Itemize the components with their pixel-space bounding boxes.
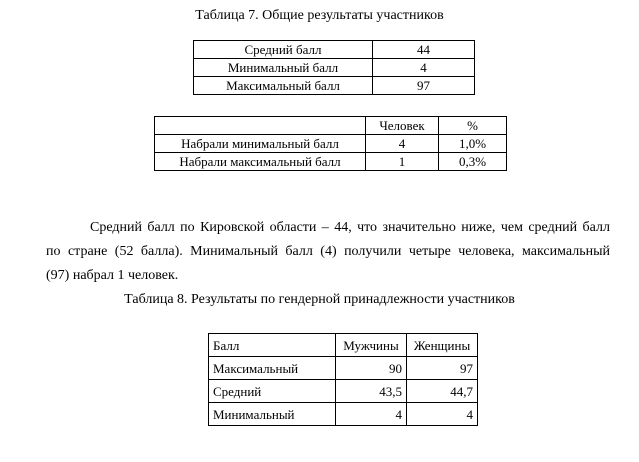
table8-men: 4 — [336, 403, 407, 426]
table8-men: 90 — [336, 357, 407, 380]
table8-women: 4 — [407, 403, 478, 426]
table7-value: 44 — [373, 41, 475, 59]
table7b-header-percent: % — [439, 117, 507, 135]
table7-value: 4 — [373, 59, 475, 77]
table8-women: 44,7 — [407, 380, 478, 403]
table7b-count: 4 — [366, 135, 439, 153]
table8-header-score: Балл — [209, 334, 336, 357]
table8-women: 97 — [407, 357, 478, 380]
table8-label: Максимальный — [209, 357, 336, 380]
table7-value: 97 — [373, 77, 475, 95]
table8-caption: Таблица 8. Результаты по гендерной принадлежности участников — [124, 292, 515, 307]
table7b-label: Набрали минимальный балл — [155, 135, 366, 153]
table-row — [155, 153, 507, 171]
table7-label: Максимальный балл — [194, 77, 373, 95]
table7b-label: Набрали максимальный балл — [155, 153, 366, 171]
table-row — [209, 380, 478, 403]
table-row — [194, 77, 475, 95]
paragraph-line: Средний балл по Кировской области – 44, что значительно ниже, чем средний балл — [90, 220, 610, 235]
summary-paragraph — [46, 216, 610, 288]
table7b-percent: 1,0% — [439, 135, 507, 153]
table7 — [193, 40, 475, 95]
table7b-header-count: Человек — [366, 117, 439, 135]
table-row — [209, 403, 478, 426]
table8-header-men: Мужчины — [336, 334, 407, 357]
table8-header-women: Женщины — [407, 334, 478, 357]
table8-men: 43,5 — [336, 380, 407, 403]
table7-caption: Таблица 7. Общие результаты участников — [195, 8, 444, 23]
table8-label: Минимальный — [209, 403, 336, 426]
table-row — [194, 59, 475, 77]
table7b — [154, 116, 507, 171]
table8-label: Средний — [209, 380, 336, 403]
table7-label: Минимальный балл — [194, 59, 373, 77]
table-header-row — [209, 334, 478, 357]
paragraph-line: (97) набрал 1 человек. — [46, 268, 179, 283]
table7-label: Средний балл — [194, 41, 373, 59]
table-row — [155, 135, 507, 153]
table7b-percent: 0,3% — [439, 153, 507, 171]
table-row — [194, 41, 475, 59]
table-row — [209, 357, 478, 380]
table-header-row — [155, 117, 507, 135]
table7b-header-empty — [155, 117, 366, 135]
table8 — [208, 333, 478, 426]
table7b-count: 1 — [366, 153, 439, 171]
paragraph-line: по стране (52 балла). Минимальный балл (4) получили четыре человека, максимальный — [46, 244, 610, 259]
